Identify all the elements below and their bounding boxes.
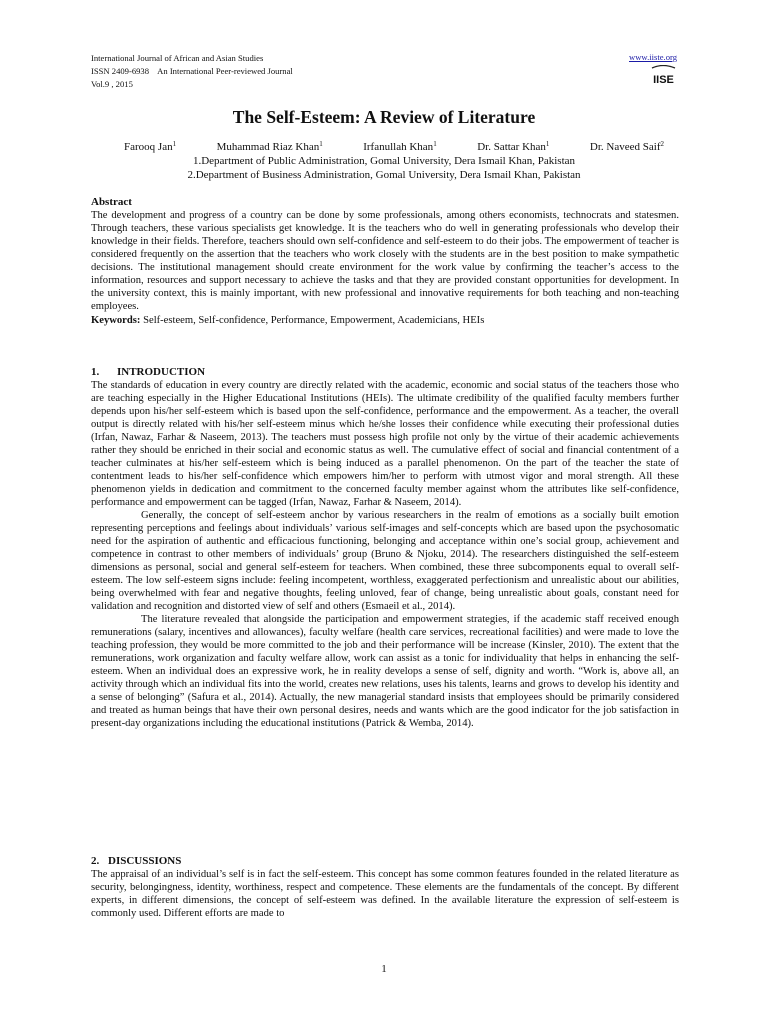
paragraph: The appraisal of an individual’s self is in fact the self-esteem. This concept has some common features founded in the related literature as security, belongingness, identity, worthiness, respect and competence. These elements are the fundamentals of the concept. By different experts, in different dimensions, the concept of self-esteem was defined. In the available literature the expression of self-esteem is commonly used. Different efforts are made to	[91, 869, 679, 919]
section-title: INTRODUCTION	[117, 366, 206, 378]
section-heading	[91, 366, 679, 379]
discussions-section	[91, 855, 679, 920]
section-number: 2.	[91, 855, 100, 867]
abstract-section	[91, 196, 679, 327]
paragraph: Generally, the concept of self-esteem anchor by various researchers in the realm of emotions as a socially built emotion representing perceptions and feelings about individuals’ various self-images and self-concepts which are based upon the psychosomatic need for the aspiration of authentic and efficacious functioning, belonging and acceptance within one’s social group, achievement and competence in contrast to other members of individuals’ group (Bruno & Njoku, 2014). The researchers distinguished the self-esteem dimensions as personal, social and general self-esteem for teachers. When combined, these three subcomponents equal to overall self-esteem. The low self-esteem signs include: feeling incompetent, worthless, exaggerated perfectionism and unrealistic about our abilities, being overwhelmed with fear and negative thoughts, feeling unloved, fear of change, being unrealistic about goals, constant need for validation and recognition and distorted view of self and others (Esmaeil et al., 2014).	[91, 510, 679, 612]
section-title: DISCUSSIONS	[108, 855, 182, 867]
keywords-label: Keywords:	[91, 315, 141, 326]
affiliation-1: 1.Department of Public Administration, Gomal University, Dera Ismail Khan, Pakistan	[192, 155, 576, 167]
section-heading	[91, 855, 679, 868]
journal-type: An International Peer-reviewed Journal	[157, 66, 293, 76]
abstract-heading: Abstract	[91, 196, 132, 208]
journal-header-right	[629, 52, 677, 92]
author-list	[124, 140, 664, 154]
section-number: 1.	[91, 366, 100, 378]
journal-url-link[interactable]: www.iiste.org	[629, 52, 677, 62]
keywords-text: Self-esteem, Self-confidence, Performance, Empowerment, Academicians, HEIs	[143, 315, 485, 326]
journal-header	[91, 52, 677, 92]
keywords-line	[91, 314, 679, 327]
author: Dr. Sattar Khan$^1$	[477, 140, 550, 153]
paragraph: The standards of education in every country are directly related with the academic, economic and social status of the teachers those who are teaching especially in the Higher Educational Institutions (HEIs). The ultimate credibility of the qualified faculty members further depends upon his/her self-esteem which is based upon the self-confidence, performance and the empowerment. As a teacher, the overall output is directly related with his/her self-esteem minus which he/she losses their confidence while executing their professional duties (Irfan, Nawaz, Farhar & Naseem, 2013). The teachers must possess high profile not only by the virtue of their academic achievements rather they should be enriched in their social and economic status as well. The cumulative effect of social and financial contentment of a teacher culminates at his/her self-esteem which is being induced as a parallel phenomenon. On the part of the teacher the state of contentment leads to his/her self-confidence which empowers him/her to perform with utmost vigor and moral strength. All these phenomenon yields in dedication and commitment to the concerned faculty member against whom the attributes like self-confidence, performance and empowerment can be tagged (Irfan, Nawaz, Farhar & Naseem, 2014).	[91, 380, 679, 508]
abstract-text: The development and progress of a country can be done by some professionals, among others economists, technocrats and statesmen. Through teachers, these various specialists get knowledge. It is the teachers who do well in generating professionals who develop their knowledge in their fields. Therefore, teachers should own self-confidence and self-esteem to do their jobs. The empowerment of teacher is considered frequently on the assertion that the teachers who work closely with the students are in the best position to make sympathetic decisions. The institutional management should create environment for the work value by confirming the teacher’s access to the information, resources and support necessary to achieve the tasks and that they are provided constant opportunities for development. In the university context, this is mainly important, with new professional and innovative requirements for both teaching and non-teaching employees.	[91, 210, 679, 312]
logo-text: IISE	[653, 74, 674, 86]
page-number: 1	[381, 963, 387, 975]
author: Muhammad Riaz Khan$^1$	[216, 140, 323, 153]
affiliation-2: 2.Department of Business Administration, Gomal University, Dera Ismail Khan, Pakistan	[187, 169, 581, 181]
paper-title: The Self-Esteem: A Review of Literature	[232, 107, 536, 127]
introduction-section	[91, 366, 679, 730]
author: Farooq Jan$^1$	[124, 140, 177, 153]
author: Dr. Naveed Saif$^2$	[589, 140, 664, 153]
journal-info	[91, 52, 293, 91]
journal-issn: ISSN 2409-6938	[91, 66, 150, 76]
paragraph: The literature revealed that alongside the participation and empowerment strategies, if the academic staff received enough remunerations (salary, incentives and allowances), faculty welfare (health care services, recreational facilities) and were made to love the teaching profession, they would be more committed to the job and their performance will be increase (Kinsler, 2010). The extent that the remunerations, work organization and faculty welfare allow, work can assist as a tonic for individuality that helps in enhancing the self-esteem. When an individual does an expressive work, he in reality develops a sense of self, dignity and worth. “Work is, above all, an activity through which an individual fits into the world, creates new relations, uses his talents, learns and grows to develop his identity and a sense of belonging” (Safura et al., 2014). Actually, the new managerial standard insists that employees should be primarily considered and treated as human beings that have their own personal desires, needs and wants which are the good indicator for the job satisfaction in present-day organizations including the educational institutions (Patrick & Wemba, 2014).	[91, 614, 679, 729]
journal-volume: Vol.9 , 2015	[91, 79, 133, 89]
journal-name: International Journal of African and Asian Studies	[91, 53, 264, 63]
iiste-logo-icon	[650, 65, 677, 87]
journal-issn-line	[91, 65, 293, 78]
author: Irfanullah Khan$^1$	[363, 140, 437, 153]
